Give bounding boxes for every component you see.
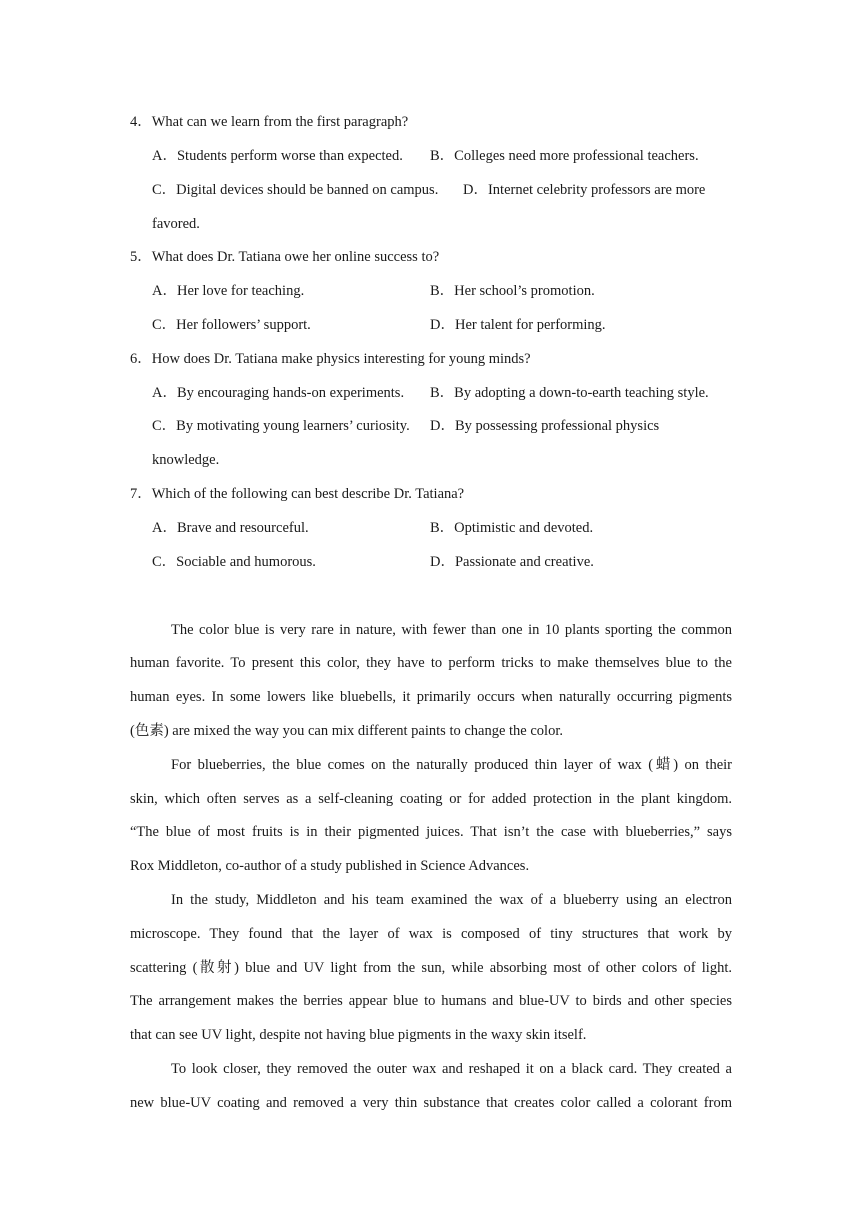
option-a: A．Students perform worse than expected.: [152, 148, 403, 164]
option-d: D．By possessing professional physics: [430, 418, 660, 434]
question-stem: 7．Which of the following can best describe Dr. Tatiana?: [130, 486, 465, 502]
paragraph-line: human eyes. In some lowers like bluebells, it primarily occurs when naturally occurring pigments: [130, 689, 732, 705]
paragraph-line: In the study, Middleton and his team examined the wax of a blueberry using an electron: [171, 892, 732, 908]
option-b: B．Colleges need more professional teachers.: [430, 148, 699, 164]
option-d-continued: knowledge.: [152, 452, 220, 468]
option-d-continued: favored.: [152, 216, 200, 232]
option-c: C．Digital devices should be banned on campus.: [152, 182, 439, 198]
option-c: C．By motivating young learners’ curiosity.: [152, 418, 410, 434]
paragraph-line: “The blue of most fruits is in their pigmented juices. That isn’t the case with blueberries,” says: [130, 824, 732, 840]
option-a: A．Brave and resourceful.: [152, 520, 309, 536]
option-a: A．By encouraging hands-on experiments.: [152, 385, 405, 401]
question-stem: 6．How does Dr. Tatiana make physics interesting for young minds?: [130, 351, 531, 367]
option-d: D．Passionate and creative.: [430, 554, 594, 570]
paragraph-line: microscope. They found that the layer of wax is composed of tiny structures that work by: [130, 926, 732, 942]
paragraph-line: (色素) are mixed the way you can mix different paints to change the color.: [130, 723, 563, 739]
paragraph-line: The color blue is very rare in nature, with fewer than one in 10 plants sporting the common: [171, 622, 732, 638]
option-d: D．Her talent for performing.: [430, 317, 606, 333]
question-stem: 5．What does Dr. Tatiana owe her online success to?: [130, 249, 440, 265]
option-c: C．Her followers’ support.: [152, 317, 311, 333]
paragraph-line: that can see UV light, despite not having blue pigments in the waxy skin itself.: [130, 1027, 587, 1043]
paragraph-line: skin, which often serves as a self-cleaning coating or for added protection in the plant kingdom.: [130, 791, 732, 807]
paragraph-line: new blue-UV coating and removed a very thin substance that creates color called a colorant from: [130, 1095, 732, 1111]
option-b: B．Optimistic and devoted.: [430, 520, 594, 536]
paragraph-line: The arrangement makes the berries appear blue to humans and blue-UV to birds and other species: [130, 993, 732, 1009]
option-b: B．By adopting a down-to-earth teaching style.: [430, 385, 709, 401]
option-c: C．Sociable and humorous.: [152, 554, 316, 570]
paragraph-line: scattering (散射) blue and UV light from the sun, while absorbing most of other colors of light.: [130, 960, 732, 976]
question-stem: 4．What can we learn from the first paragraph?: [130, 114, 409, 130]
option-d: D．Internet celebrity professors are more: [463, 182, 706, 198]
paragraph-line: To look closer, they removed the outer wax and reshaped it on a black card. They created a: [171, 1061, 732, 1077]
option-a: A．Her love for teaching.: [152, 283, 305, 299]
paragraph-line: human favorite. To present this color, they have to perform tricks to make themselves blue to the: [130, 655, 732, 671]
paragraph-line: Rox Middleton, co-author of a study published in Science Advances.: [130, 858, 530, 874]
paragraph-line: For blueberries, the blue comes on the naturally produced thin layer of wax (蜡) on their: [171, 757, 732, 773]
option-b: B．Her school’s promotion.: [430, 283, 595, 299]
